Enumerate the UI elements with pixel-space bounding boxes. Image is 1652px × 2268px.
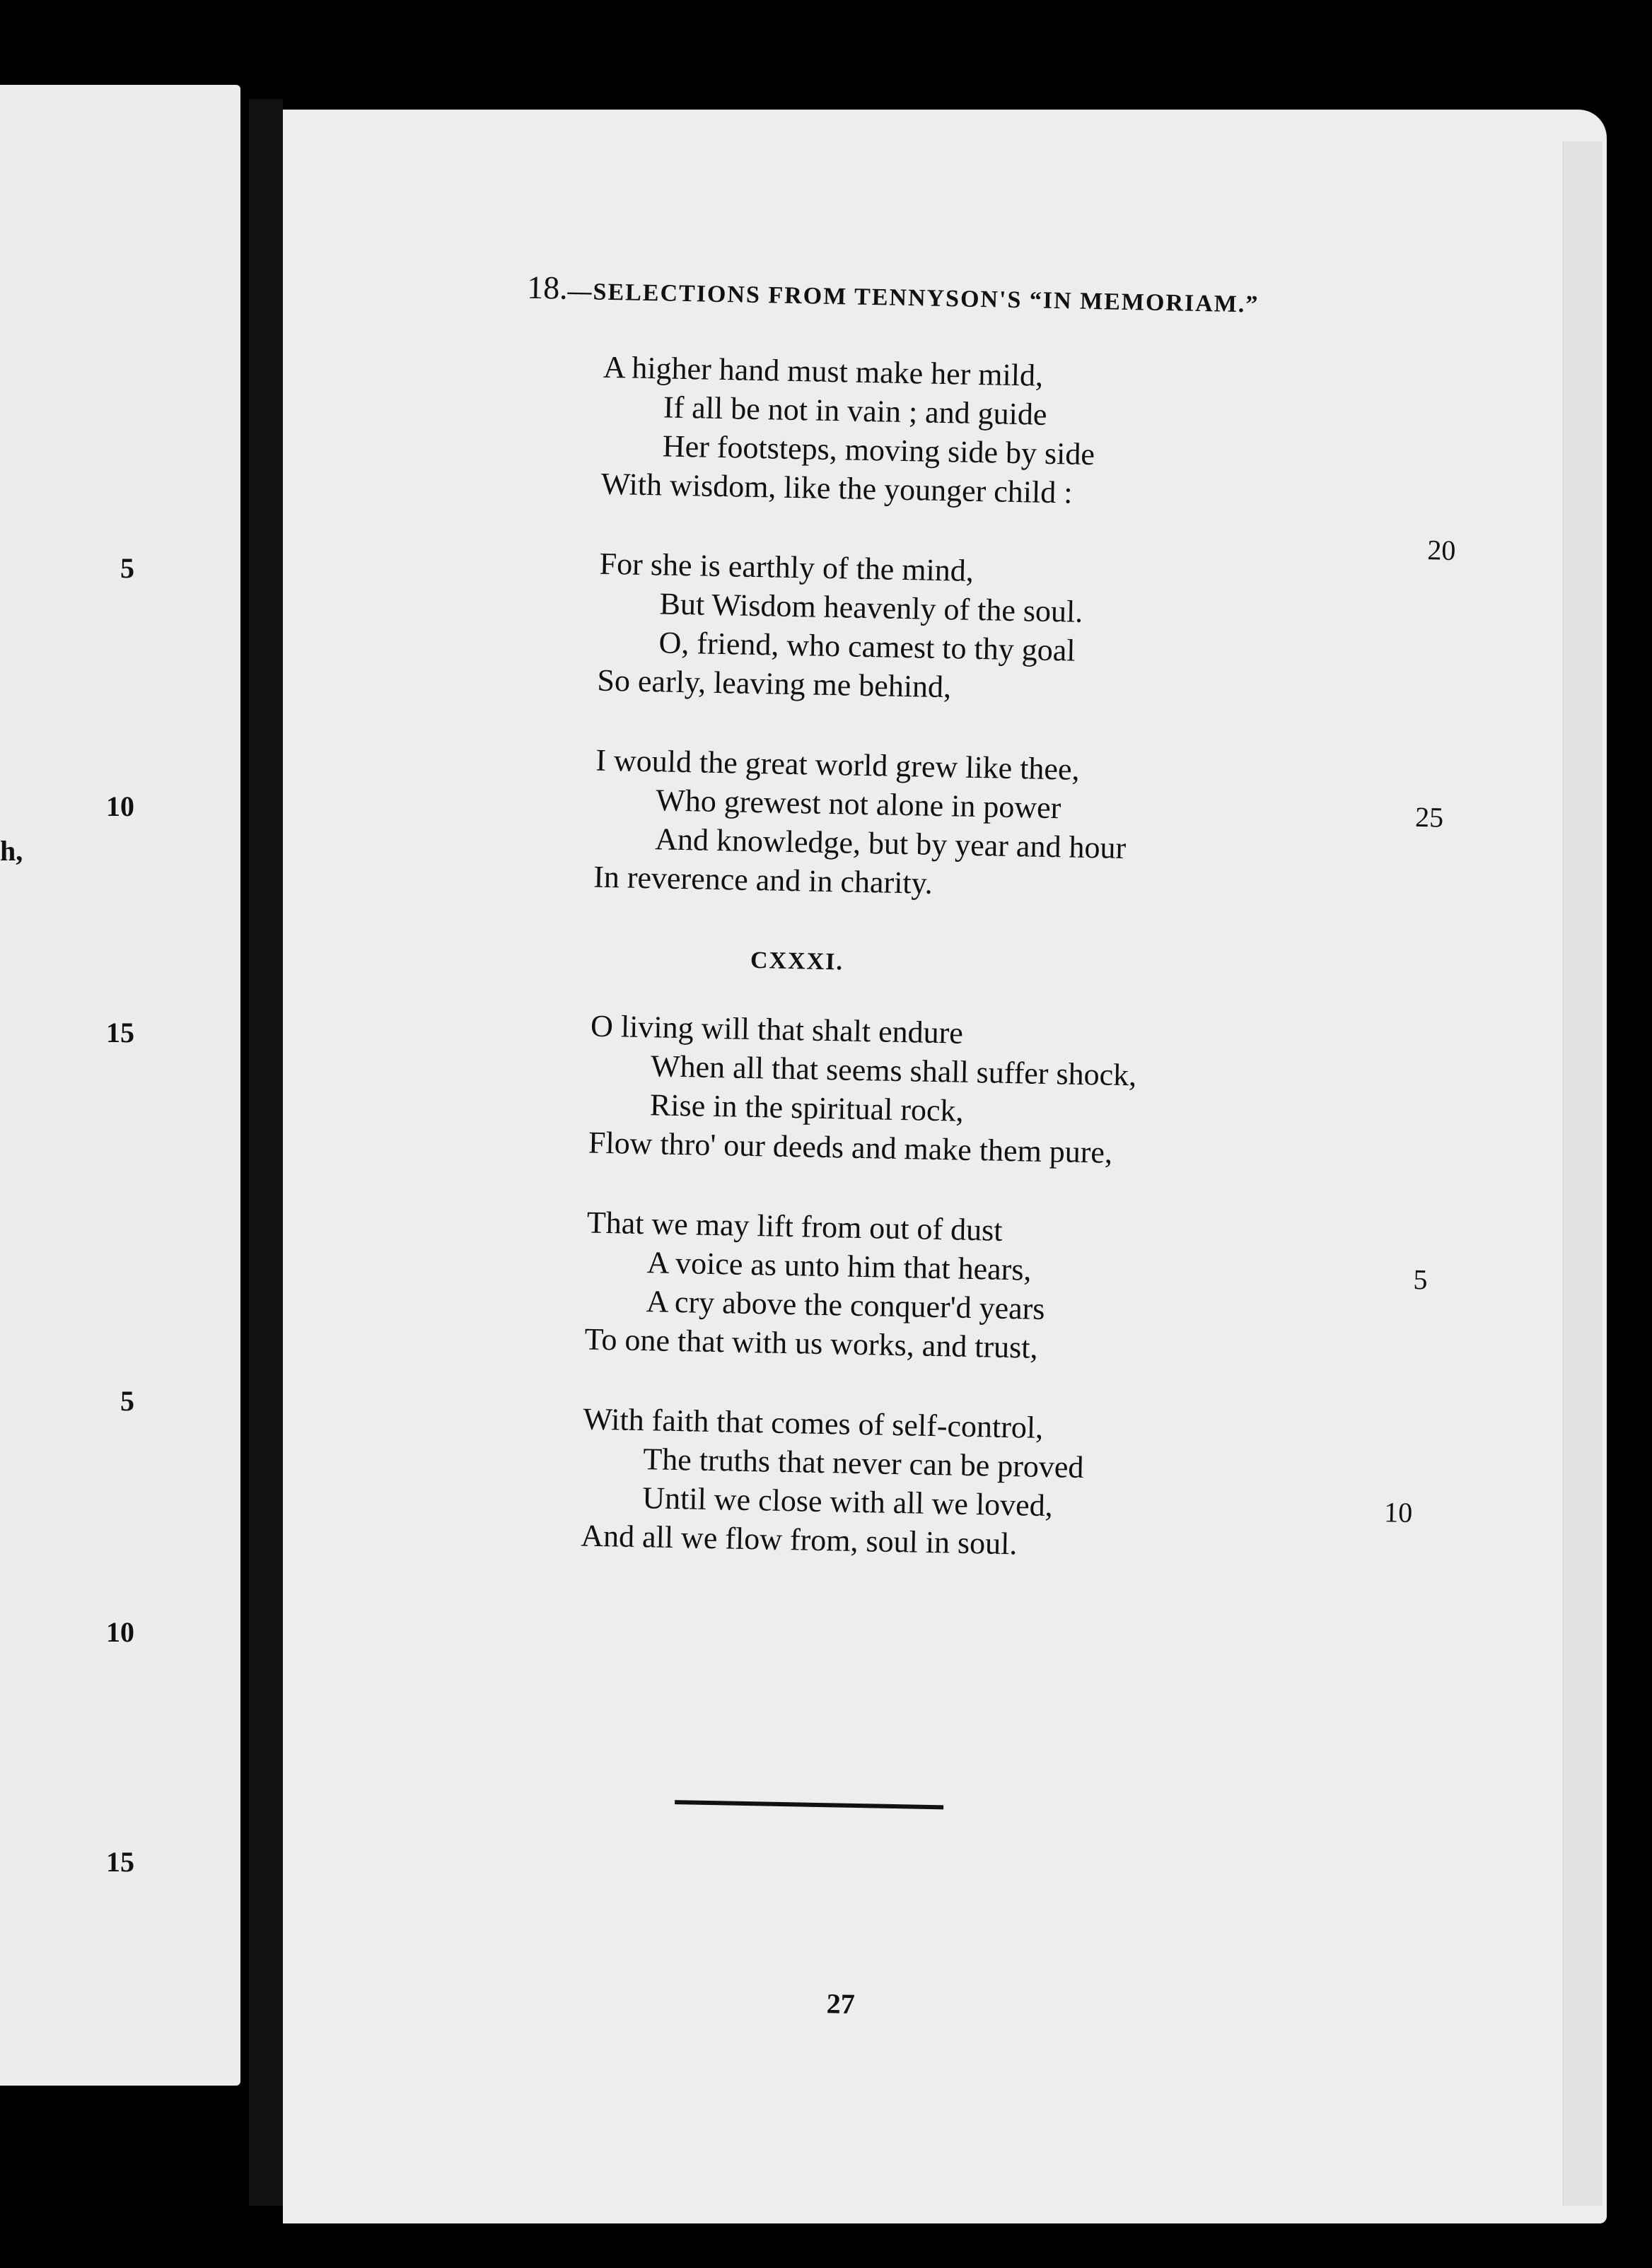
poem-line: If all be not in vain ; and guide: [663, 390, 1047, 432]
poem-line: And knowledge, but by year and hour: [654, 822, 1127, 866]
poem-line: Her footsteps, moving side by side: [662, 428, 1095, 472]
poem: [581, 348, 1151, 1566]
poem-line: A higher hand must make her mild,: [603, 349, 1044, 393]
left-page: [0, 85, 240, 2086]
left-line-number: 5: [120, 1385, 134, 1417]
right-line-number: 10: [1383, 1496, 1413, 1529]
poem-line: Who grewest not alone in power: [655, 783, 1061, 826]
page-content: [243, 110, 1607, 2248]
section-title: CXXXI.: [750, 947, 844, 976]
left-line-number: 10: [106, 790, 134, 822]
heading-number: 18.: [526, 269, 569, 306]
right-line-number: 5: [1413, 1263, 1428, 1296]
horizontal-rule: [675, 1800, 943, 1809]
poem-line: When all that seems shall suffer shock,: [650, 1048, 1137, 1093]
right-line-number: 20: [1426, 534, 1456, 566]
left-text-fragment: h,: [0, 835, 23, 867]
heading-title: —SELECTIONS FROM TENNYSON'S “IN MEMORIAM.”: [567, 278, 1260, 318]
page-number: 27: [826, 1987, 856, 2021]
poem-line: For she is earthly of the mind,: [599, 546, 975, 588]
poem-line: A cry above the conquer'd years: [646, 1284, 1045, 1326]
poem-line: In reverence and in charity.: [593, 859, 933, 901]
poem-line: The truths that never can be proved: [642, 1442, 1084, 1485]
page-heading: [527, 269, 1260, 320]
poem-line: To one that with us works, and trust,: [584, 1321, 1039, 1365]
poem-line: With wisdom, like the younger child :: [600, 466, 1073, 510]
left-line-number: 5: [120, 552, 134, 584]
poem-line: That we may lift from out of dust: [586, 1205, 1004, 1248]
poem-line: Until we close with all we loved,: [641, 1480, 1054, 1524]
poem-line: With faith that comes of self-control,: [583, 1401, 1044, 1445]
left-line-number: 15: [106, 1846, 134, 1878]
poem-line: A voice as unto him that hears,: [646, 1245, 1032, 1287]
right-line-number: 25: [1414, 800, 1444, 834]
poem-line: But Wisdom heavenly of the soul.: [659, 586, 1083, 629]
poem-line: I would the great world grew like thee,: [595, 742, 1080, 787]
poem-line: So early, leaving me behind,: [597, 662, 952, 705]
poem-line: Flow thro' our deeds and make them pure,: [588, 1125, 1113, 1170]
poem-line: And all we flow from, soul in soul.: [580, 1518, 1018, 1562]
left-line-number: 15: [106, 1017, 134, 1048]
poem-line: Rise in the spiritual rock,: [649, 1087, 965, 1128]
left-line-number: 10: [106, 1616, 134, 1648]
poem-line: O, friend, who camest to thy goal: [658, 625, 1076, 668]
poem-line: O living will that shalt endure: [590, 1008, 964, 1051]
